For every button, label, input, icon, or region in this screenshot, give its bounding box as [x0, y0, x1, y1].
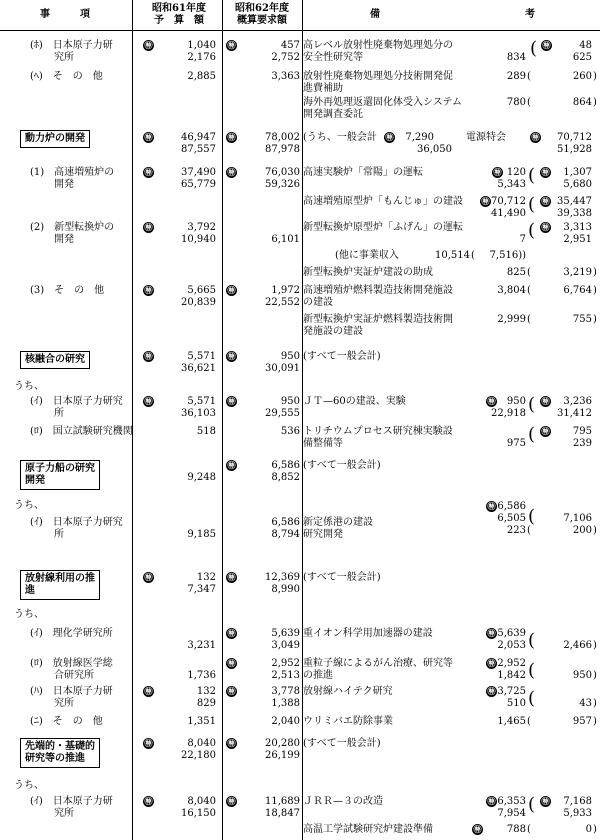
note-text: 新型転換炉実証炉建設の助成 — [303, 267, 433, 278]
special-account-mark-icon: ㊕ — [385, 132, 394, 142]
note-amount: 510 — [506, 698, 526, 709]
row-label: 開発 — [54, 234, 74, 245]
note-amount: 755 — [572, 314, 592, 325]
note-text: 重粒子線によるがん治療、研究等 — [303, 658, 453, 669]
amount-s61: 20,839 — [181, 297, 216, 308]
bracket-open: ( — [528, 794, 536, 815]
section-title-line: 開発 — [25, 475, 45, 486]
note-amount: 3,804 — [497, 285, 526, 296]
row-label: (ﾎ) 日本原子力研 — [30, 40, 113, 51]
amount-s62: 6,586 — [271, 460, 300, 471]
note-amount: 780 — [506, 97, 526, 108]
amount-s62: 950 — [280, 396, 300, 407]
amount-s61: 1,351 — [187, 716, 216, 727]
amount-s61: 3,231 — [187, 640, 216, 651]
bracket-close: ) — [593, 716, 597, 727]
special-account-mark-icon: ㊕ — [227, 658, 236, 668]
amount-s62: 30,091 — [265, 363, 300, 374]
special-account-mark-icon: ㊕ — [144, 285, 153, 295]
special-account-mark-icon: ㊕ — [487, 501, 496, 511]
note-text: の推進 — [303, 670, 333, 681]
note-text: 高速増殖炉燃料製造技術開発施設 — [303, 285, 453, 296]
note-amount: 3,219 — [563, 267, 592, 278]
amount-s61: 8,040 — [187, 796, 216, 807]
note-amount: 1,842 — [497, 670, 526, 681]
amount-s61: 3,792 — [187, 222, 216, 233]
amount-s61: 16,150 — [181, 808, 216, 819]
special-account-mark-icon: ㊕ — [227, 738, 236, 748]
amount-s61: 5,571 — [187, 351, 216, 362]
special-account-mark-icon: ㊕ — [144, 167, 153, 177]
header-s61-line2: 予 算 額 — [154, 15, 204, 26]
note-amount: 6,586 — [497, 501, 526, 512]
bracket-open: ( — [527, 525, 531, 536]
row-label: (ｲ) 日本原子力研究 — [30, 517, 123, 528]
amount-s61: 36,621 — [181, 363, 216, 374]
bracket-close: ) — [593, 698, 597, 709]
amount-s62: 76,030 — [265, 167, 300, 178]
note-amount: 31,412 — [557, 408, 592, 419]
amount-s61: 87,557 — [181, 144, 216, 155]
note-amount: 7,168 — [563, 796, 592, 807]
bracket-close: ) — [593, 670, 597, 681]
note-amount: 239 — [572, 438, 592, 449]
bracket-open: ( — [528, 394, 536, 415]
header-item: 事 項 — [40, 9, 90, 20]
special-account-mark-icon: ㊕ — [227, 460, 236, 470]
note-amount: 51,928 — [557, 144, 592, 155]
amount-s62: 78,002 — [265, 132, 300, 143]
row-label: (ｲ) 日本原子力研究 — [30, 396, 123, 407]
row-label: (ﾊ) 日本原子力研 — [30, 686, 113, 697]
note-amount: 7,954 — [497, 808, 526, 819]
bracket-open: ( — [530, 38, 538, 59]
note-amount: 7,290 — [405, 132, 434, 143]
note-amount: 200 — [572, 525, 592, 536]
special-account-mark-icon: ㊕ — [144, 572, 153, 582]
note-text: トリチウムプロセス研究棟実験設 — [303, 426, 453, 437]
note-amount: 7,106 — [563, 513, 592, 524]
note-amount: 36,050 — [417, 144, 452, 155]
section-title-line: 放射線利用の推 — [25, 573, 95, 584]
row-label: (3) そ の 他 — [30, 285, 105, 296]
row-label: 究所 — [54, 698, 74, 709]
bracket-open: ( — [471, 250, 475, 261]
note-amount: 2,999 — [497, 314, 526, 325]
special-account-mark-icon: ㊕ — [541, 796, 550, 806]
section-title-line: 進 — [25, 585, 35, 596]
amount-s62: 5,639 — [271, 628, 300, 639]
bracket-close: ) — [593, 640, 597, 651]
note-amount: 825 — [506, 267, 526, 278]
note-amount: 289 — [506, 71, 526, 82]
note-amount: 834 — [506, 52, 526, 63]
bracket-open: ( — [528, 506, 536, 527]
section-title — [20, 460, 100, 490]
note-text: ＪＴ—60の建設、実験 — [303, 396, 406, 407]
amount-s62: 12,369 — [265, 572, 300, 583]
amount-s61: 36,103 — [181, 408, 216, 419]
note-text: 放射線ハイテク研究 — [303, 686, 393, 697]
note-text: 発施設の建設 — [303, 326, 363, 337]
note-amount: 7,516)) — [489, 250, 526, 261]
special-account-mark-icon: ㊕ — [227, 796, 236, 806]
note-text: (すべて一般会計) — [303, 572, 381, 583]
note-text: 備整備等 — [303, 438, 343, 449]
amount-s62: 8,794 — [271, 529, 300, 540]
note-amount: 3,725 — [497, 686, 526, 697]
amount-s61: 22,180 — [181, 750, 216, 761]
note-amount: 6,764 — [563, 285, 592, 296]
bracket-open: ( — [528, 194, 536, 215]
note-text: 放射性廃棄物処理処分技術開発促 — [303, 71, 453, 82]
special-account-mark-icon: ㊕ — [227, 351, 236, 361]
note-amount: 975 — [506, 438, 526, 449]
amount-s62: 3,049 — [271, 640, 300, 651]
special-account-mark-icon: ㊕ — [227, 132, 236, 142]
amount-s61: 2,885 — [187, 71, 216, 82]
sub-heading: うち、 — [14, 780, 44, 791]
note-text: (すべて一般会計) — [303, 738, 381, 749]
note-amount: 2,951 — [563, 234, 592, 245]
note-amount: 625 — [572, 52, 592, 63]
header-s62-line2: 概算要求額 — [237, 15, 287, 26]
note-amount: 70,712 — [557, 132, 592, 143]
amount-s62: 18,847 — [265, 808, 300, 819]
row-label: 所 — [54, 408, 64, 419]
note-amount: 10,514 — [435, 250, 470, 261]
special-account-mark-icon: ㊕ — [473, 824, 482, 834]
bracket-open: ( — [528, 660, 536, 681]
amount-s61: 46,947 — [181, 132, 216, 143]
amount-s62: 2,513 — [271, 670, 300, 681]
note-amount: 7 — [519, 234, 526, 245]
row-label: (ﾛ) 国立試験研究機関 — [30, 426, 133, 437]
bracket-close: ) — [593, 71, 597, 82]
bracket-open: ( — [527, 267, 531, 278]
bracket-open: ( — [527, 71, 531, 82]
special-account-mark-icon: ㊕ — [227, 686, 236, 696]
bracket-close: ) — [593, 824, 597, 835]
row-label: 所 — [54, 529, 64, 540]
bracket-close: ) — [593, 97, 597, 108]
amount-s61: 9,248 — [187, 472, 216, 483]
note-text: 進費補助 — [303, 83, 343, 94]
row-label: (ﾛ) 放射線医学総 — [30, 658, 113, 669]
amount-s62: 1,972 — [271, 285, 300, 296]
note-amount: 6,505 — [497, 513, 526, 524]
special-account-mark-icon: ㊕ — [541, 196, 550, 206]
note-amount: 5,639 — [497, 628, 526, 639]
header-note-1: 備 — [370, 9, 380, 20]
section-title: 核融合の研究 — [20, 351, 90, 369]
sub-heading: うち、 — [14, 609, 44, 620]
amount-s62: 8,990 — [271, 584, 300, 595]
note-text: 研究開発 — [303, 529, 343, 540]
note-amount: 70,712 — [491, 196, 526, 207]
note-amount: 2,053 — [497, 640, 526, 651]
amount-s62: 20,280 — [265, 738, 300, 749]
amount-s61: 132 — [196, 686, 216, 697]
note-amount: 39,338 — [557, 208, 592, 219]
special-account-mark-icon: ㊕ — [542, 40, 551, 50]
amount-s62: 2,952 — [271, 658, 300, 669]
special-account-mark-icon: ㊕ — [144, 222, 153, 232]
special-account-mark-icon: ㊕ — [144, 796, 153, 806]
bracket-open: ( — [528, 688, 536, 709]
amount-s62: 457 — [280, 40, 300, 51]
bracket-open: ( — [527, 824, 531, 835]
special-account-mark-icon: ㊕ — [541, 396, 550, 406]
special-account-mark-icon: ㊕ — [144, 40, 153, 50]
amount-s62: 1,388 — [271, 698, 300, 709]
special-account-mark-icon: ㊕ — [541, 426, 550, 436]
amount-s61: 65,779 — [181, 179, 216, 190]
bracket-open: ( — [528, 630, 536, 651]
amount-s62: 2,752 — [271, 52, 300, 63]
amount-s62: 536 — [280, 426, 300, 437]
note-amount: 35,447 — [557, 196, 592, 207]
amount-s62: 87,978 — [265, 144, 300, 155]
note-text: 新型転換炉実証炉燃料製造技術開 — [303, 314, 453, 325]
special-account-mark-icon: ㊕ — [227, 167, 236, 177]
amount-s61: 1,040 — [187, 40, 216, 51]
header-s61-line1: 昭和61年度 — [152, 3, 206, 14]
sub-heading: うち、 — [14, 500, 44, 511]
special-account-mark-icon: ㊕ — [541, 167, 550, 177]
amount-s61: 5,665 — [187, 285, 216, 296]
column-divider — [302, 0, 303, 840]
row-label: (2) 新型転換炉の — [30, 222, 115, 233]
bracket-open: ( — [527, 314, 531, 325]
row-label: (ﾍ) そ の 他 — [30, 71, 103, 82]
amount-s61: 829 — [196, 698, 216, 709]
note-amount: 864 — [572, 97, 592, 108]
row-label: (1) 高速増殖炉の — [30, 167, 115, 178]
note-text: 海外再処理返還固化体受入システム — [303, 97, 462, 108]
special-account-mark-icon: ㊕ — [481, 196, 490, 206]
header-s62-line1: 昭和62年度 — [235, 3, 289, 14]
amount-s61: 9,185 — [187, 529, 216, 540]
amount-s62: 26,199 — [265, 750, 300, 761]
bracket-open: ( — [527, 285, 531, 296]
column-divider — [132, 0, 133, 840]
note-text: 高温工学試験研究炉建設準備 — [303, 824, 433, 835]
special-account-mark-icon: ㊕ — [487, 796, 496, 806]
amount-s62: 3,363 — [271, 71, 300, 82]
special-account-mark-icon: ㊕ — [144, 686, 153, 696]
note-text: 開発調査委託 — [303, 109, 363, 120]
note-amount: 0 — [585, 824, 592, 835]
amount-s62: 59,326 — [265, 179, 300, 190]
note-amount: 2,952 — [497, 658, 526, 669]
amount-s61: 10,940 — [181, 234, 216, 245]
amount-s62: 2,040 — [271, 716, 300, 727]
bracket-close: ) — [593, 285, 597, 296]
special-account-mark-icon: ㊕ — [487, 658, 496, 668]
amount-s61: 8,040 — [187, 738, 216, 749]
amount-s61: 37,490 — [181, 167, 216, 178]
amount-s62: 950 — [280, 351, 300, 362]
special-account-mark-icon: ㊕ — [144, 132, 153, 142]
note-amount: 5,343 — [497, 179, 526, 190]
sub-heading: うち、 — [14, 381, 44, 392]
note-text: 安全性研究等 — [303, 52, 363, 63]
note-text: (他に事業収入 — [335, 250, 399, 261]
bracket-close: ) — [593, 314, 597, 325]
section-title-line: 研究等の推進 — [25, 753, 85, 764]
bracket-close: ) — [593, 267, 597, 278]
note-amount: 41,490 — [491, 208, 526, 219]
note-text: 新定係港の建設 — [303, 517, 373, 528]
note-amount: 5,680 — [563, 179, 592, 190]
amount-s61: 1,736 — [187, 670, 216, 681]
amount-s62: 6,586 — [271, 517, 300, 528]
amount-s62: 22,552 — [265, 297, 300, 308]
note-text: (うち、一般会計 — [303, 132, 377, 143]
special-account-mark-icon: ㊕ — [227, 628, 236, 638]
note-amount: 223 — [506, 525, 526, 536]
note-text: (すべて一般会計) — [303, 460, 381, 471]
special-account-mark-icon: ㊕ — [227, 572, 236, 582]
header-note-2: 考 — [525, 9, 535, 20]
amount-s62: 11,689 — [265, 796, 300, 807]
note-amount: 788 — [506, 824, 526, 835]
special-account-mark-icon: ㊕ — [144, 396, 153, 406]
bracket-close: ) — [593, 525, 597, 536]
note-amount: 1,307 — [563, 167, 592, 178]
row-label: 合研究所 — [54, 670, 94, 681]
bracket-open: ( — [528, 220, 536, 241]
note-amount: 260 — [572, 71, 592, 82]
note-amount: 950 — [506, 396, 526, 407]
row-label: (ｲ) 理化学研究所 — [30, 628, 113, 639]
amount-s62: 8,852 — [271, 472, 300, 483]
section-title: 動力炉の開発 — [20, 130, 90, 148]
special-account-mark-icon: ㊕ — [144, 738, 153, 748]
note-amount: 43 — [579, 698, 592, 709]
note-amount: 795 — [572, 426, 592, 437]
row-label: 究所 — [54, 808, 74, 819]
special-account-mark-icon: ㊕ — [487, 396, 496, 406]
special-account-mark-icon: ㊕ — [144, 351, 153, 361]
special-account-mark-icon: ㊕ — [487, 686, 496, 696]
note-amount: 950 — [572, 670, 592, 681]
note-amount: 120 — [506, 167, 526, 178]
note-text: 重イオン科学用加速器の建設 — [303, 628, 433, 639]
special-account-mark-icon: ㊕ — [541, 222, 550, 232]
note-text: の建設 — [303, 297, 333, 308]
bracket-open: ( — [528, 165, 536, 186]
row-label: 究所 — [54, 52, 74, 63]
special-account-mark-icon: ㊕ — [227, 285, 236, 295]
note-text: 電源特会 — [466, 132, 506, 143]
special-account-mark-icon: ㊕ — [493, 167, 502, 177]
amount-s62: 3,778 — [271, 686, 300, 697]
special-account-mark-icon: ㊕ — [227, 40, 236, 50]
bracket-open: ( — [528, 424, 536, 445]
note-amount: 22,918 — [491, 408, 526, 419]
note-amount: 2,466 — [563, 640, 592, 651]
special-account-mark-icon: ㊕ — [487, 628, 496, 638]
amount-s61: 5,571 — [187, 396, 216, 407]
amount-s62: 6,101 — [271, 234, 300, 245]
note-amount: 3,313 — [563, 222, 592, 233]
note-text: 新型転換炉原型炉「ふげん」の運転 — [303, 222, 463, 233]
amount-s61: 7,347 — [187, 584, 216, 595]
note-amount: 1,465 — [497, 716, 526, 727]
note-amount: 6,353 — [497, 796, 526, 807]
note-text: 高速増殖原型炉「もんじゅ」の建設 — [303, 196, 463, 207]
bracket-open: ( — [527, 716, 531, 727]
section-title — [20, 738, 100, 768]
note-text: ウリミバエ防除事業 — [303, 716, 393, 727]
note-text: 高速実験炉「常陽」の運転 — [303, 167, 423, 178]
section-title — [20, 570, 100, 600]
column-divider — [222, 0, 223, 840]
section-title-line: 先端的・基礎的 — [25, 741, 95, 752]
note-amount: 3,236 — [563, 396, 592, 407]
note-text: 高レベル放射性廃棄物処理処分の — [303, 40, 453, 51]
note-text: ＪＲＲ—３の改造 — [303, 796, 383, 807]
section-title-line: 原子力船の研究 — [25, 463, 95, 474]
amount-s61: 518 — [196, 426, 216, 437]
row-label: (ﾆ) そ の 他 — [30, 716, 103, 727]
note-amount: 48 — [579, 40, 592, 51]
amount-s61: 132 — [196, 572, 216, 583]
special-account-mark-icon: ㊕ — [227, 396, 236, 406]
row-label: 開発 — [54, 179, 74, 190]
amount-s62: 29,555 — [265, 408, 300, 419]
note-amount: 957 — [572, 716, 592, 727]
bracket-open: ( — [527, 97, 531, 108]
row-label: (ｲ) 日本原子力研 — [30, 796, 113, 807]
note-text: (すべて一般会計) — [303, 351, 381, 362]
note-amount: 5,933 — [563, 808, 592, 819]
special-account-mark-icon: ㊕ — [531, 132, 540, 142]
amount-s61: 2,176 — [187, 52, 216, 63]
